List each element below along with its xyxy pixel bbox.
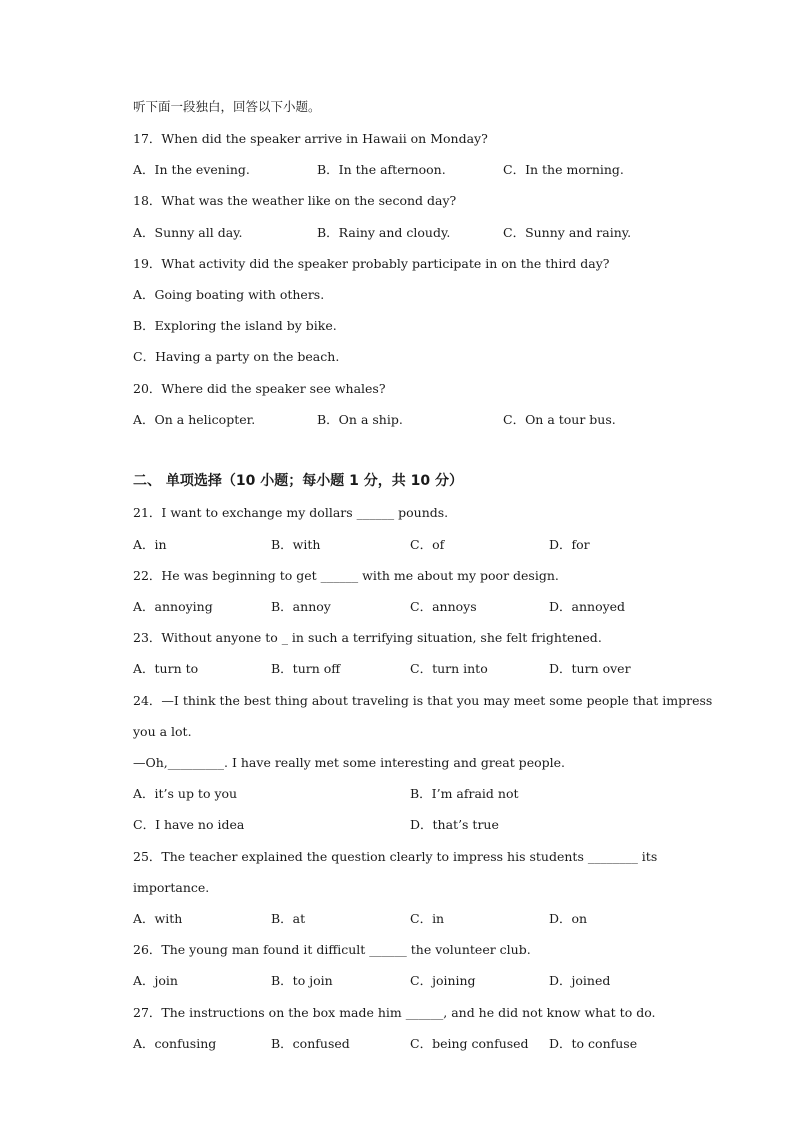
- option-19-c[interactable]: C．Having a party on the beach.: [133, 349, 340, 364]
- option-20-c[interactable]: C．On a tour bus.: [503, 412, 616, 427]
- option-24-c[interactable]: C．I have no idea: [133, 817, 245, 832]
- option-18-b[interactable]: B．Rainy and cloudy.: [317, 225, 451, 240]
- option-22-c[interactable]: C．annoys: [410, 599, 477, 614]
- option-26-c[interactable]: C．joining: [410, 973, 476, 988]
- option-25-b[interactable]: B．at: [271, 911, 306, 926]
- option-25-c[interactable]: C．in: [410, 911, 445, 926]
- question-25: 25．The teacher explained the question clearly to impress his students ________ its: [133, 849, 658, 864]
- option-26-a[interactable]: A．join: [133, 973, 178, 988]
- question-18: 18．What was the weather like on the second day?: [133, 193, 457, 208]
- question-24: 24．—I think the best thing about traveling is that you may meet some people that impress: [133, 693, 713, 708]
- option-20-a[interactable]: A．On a helicopter.: [133, 412, 256, 427]
- question-21: 21．I want to exchange my dollars ______ pounds.: [133, 505, 449, 520]
- option-24-d[interactable]: D．that’s true: [410, 817, 499, 832]
- option-20-b[interactable]: B．On a ship.: [317, 412, 403, 427]
- question-23: 23．Without anyone to _ in such a terrifying situation, she felt frightened.: [133, 630, 602, 645]
- option-26-d[interactable]: D．joined: [549, 973, 611, 988]
- option-25-d[interactable]: D．on: [549, 911, 588, 926]
- option-22-d[interactable]: D．annoyed: [549, 599, 626, 614]
- option-23-a[interactable]: A．turn to: [133, 661, 199, 676]
- option-19-b[interactable]: B．Exploring the island by bike.: [133, 318, 337, 333]
- option-25-a[interactable]: A．with: [133, 911, 183, 926]
- question-24-cont: you a lot.: [133, 724, 192, 739]
- option-23-b[interactable]: B．turn off: [271, 661, 341, 676]
- option-18-c[interactable]: C．Sunny and rainy.: [503, 225, 632, 240]
- question-25-cont: importance.: [133, 880, 210, 895]
- option-21-a[interactable]: A．in: [133, 537, 167, 552]
- intro-text: 听下面一段独白，回答以下小题。: [133, 99, 321, 114]
- question-22: 22．He was beginning to get ______ with me about my poor design.: [133, 568, 559, 583]
- option-22-a[interactable]: A．annoying: [133, 599, 213, 614]
- option-23-d[interactable]: D．turn over: [549, 661, 631, 676]
- option-27-b[interactable]: B．confused: [271, 1036, 350, 1051]
- option-19-a[interactable]: A．Going boating with others.: [133, 287, 325, 302]
- option-17-b[interactable]: B．In the afternoon.: [317, 162, 446, 177]
- question-17: 17．When did the speaker arrive in Hawaii on Monday?: [133, 131, 488, 146]
- section-2-heading: 二、 单项选择（10 小题；每小题 1 分，共 10 分）: [133, 473, 463, 489]
- option-18-a[interactable]: A．Sunny all day.: [133, 225, 243, 240]
- option-21-c[interactable]: C．of: [410, 537, 445, 552]
- option-27-a[interactable]: A．confusing: [133, 1036, 217, 1051]
- option-23-c[interactable]: C．turn into: [410, 661, 488, 676]
- option-17-a[interactable]: A．In the evening.: [133, 162, 250, 177]
- option-24-b[interactable]: B．I’m afraid not: [410, 786, 519, 801]
- question-20: 20．Where did the speaker see whales?: [133, 381, 386, 396]
- option-21-d[interactable]: D．for: [549, 537, 590, 552]
- option-27-d[interactable]: D．to confuse: [549, 1036, 638, 1051]
- question-26: 26．The young man found it difficult ______ the volunteer club.: [133, 942, 531, 957]
- option-17-c[interactable]: C．In the morning.: [503, 162, 624, 177]
- option-26-b[interactable]: B．to join: [271, 973, 333, 988]
- option-21-b[interactable]: B．with: [271, 537, 321, 552]
- question-19: 19．What activity did the speaker probably participate in on the third day?: [133, 256, 610, 271]
- question-24-reply: —Oh,_________. I have really met some interesting and great people.: [133, 755, 565, 770]
- option-24-a[interactable]: A．it’s up to you: [133, 786, 238, 801]
- option-22-b[interactable]: B．annoy: [271, 599, 331, 614]
- option-27-c[interactable]: C．being confused: [410, 1036, 529, 1051]
- question-27: 27．The instructions on the box made him ______, and he did not know what to do.: [133, 1005, 656, 1020]
